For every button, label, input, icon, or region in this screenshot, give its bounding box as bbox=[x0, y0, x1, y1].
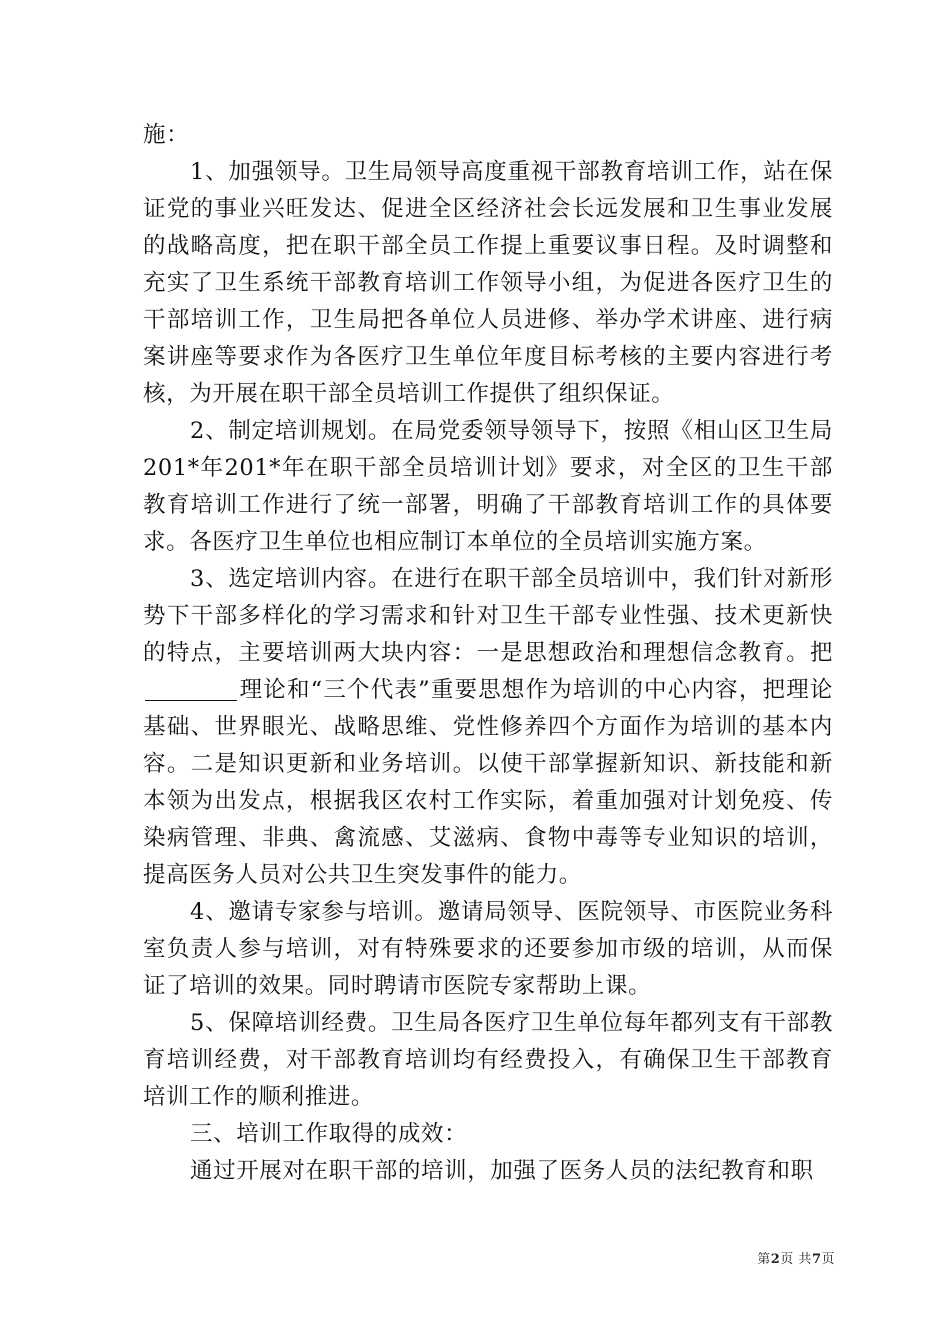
footer-total-pages: 7 bbox=[811, 1252, 822, 1267]
paragraph-training-content bbox=[143, 561, 833, 894]
paragraph-results: 通过开展对在职干部的培训，加强了医务人员的法纪教育和职 bbox=[190, 1158, 814, 1184]
footer-current-page: 2 bbox=[770, 1252, 781, 1267]
paragraph-training-plan: 2、制定培训规划。在局党委领导领导下，按照《相山区卫生局201*年201*年在职干部全员培训计划》要求，对全区的卫生干部教育培训工作进行了统一部署，明确了干部教育培训工作的具体要求。各医疗卫生单位也相应制订本单位的全员培训实施方案。 bbox=[143, 418, 833, 555]
lead-line: 施： bbox=[143, 122, 190, 148]
footer-middle: 页 共 bbox=[780, 1252, 812, 1267]
paragraph-training-content-part-b: 理论和“三个代表”重要思想作为培训的中心内容，把理论基础、世界眼光、战略思维、党性修养四个方面作为培训的基本内容。二是知识更新和业务培训。以使干部掌握新知识、新技能和新本领为出发点，根据我区农村工作实际，着重加强对计划免疫、传染病管理、非典、禽流感、艾滋病、食物中毒等专业知识的培训，提高医务人员对公共卫生突发事件的能力。 bbox=[143, 677, 833, 888]
footer-prefix: 第 bbox=[757, 1252, 771, 1267]
paragraph-experts: 4、邀请专家参与培训。邀请局领导、医院领导、市医院业务科室负责人参与培训，对有特殊要求的还要参加市级的培训，从而保证了培训的效果。同时聘请市医院专家帮助上课。 bbox=[143, 899, 833, 999]
paragraph-leadership: 1、加强领导。卫生局领导高度重视干部教育培训工作，站在保证党的事业兴旺发达、促进全区经济社会长远发展和卫生事业发展的战略高度，把在职干部全员工作提上重要议事日程。及时调整和充实了卫生系统干部教育培训工作领导小组，为促进各医疗卫生的干部培训工作，卫生局把各单位人员进修、举办学术讲座、进行病案讲座等要求作为各医疗卫生单位年度目标考核的主要内容进行考核，为开展在职干部全员培训工作提供了组织保证。 bbox=[143, 159, 833, 407]
footer-suffix: 页 bbox=[821, 1252, 835, 1267]
fill-in-blank bbox=[145, 678, 237, 701]
section-heading-results: 三、培训工作取得的成效： bbox=[190, 1121, 468, 1147]
document-body bbox=[143, 117, 833, 1190]
paragraph-funding: 5、保障培训经费。卫生局各医疗卫生单位每年都列支有干部教育培训经费，对干部教育培训均有经费投入，有确保卫生干部教育培训工作的顺利推进。 bbox=[143, 1010, 833, 1110]
page-number-footer bbox=[690, 1248, 835, 1267]
paragraph-training-content-part-a: 3、选定培训内容。在进行在职干部全员培训中，我们针对新形势下干部多样化的学习需求和针对卫生干部专业性强、技术更新快的特点，主要培训两大块内容：一是思想政治和理想信念教育。把 bbox=[143, 566, 833, 666]
